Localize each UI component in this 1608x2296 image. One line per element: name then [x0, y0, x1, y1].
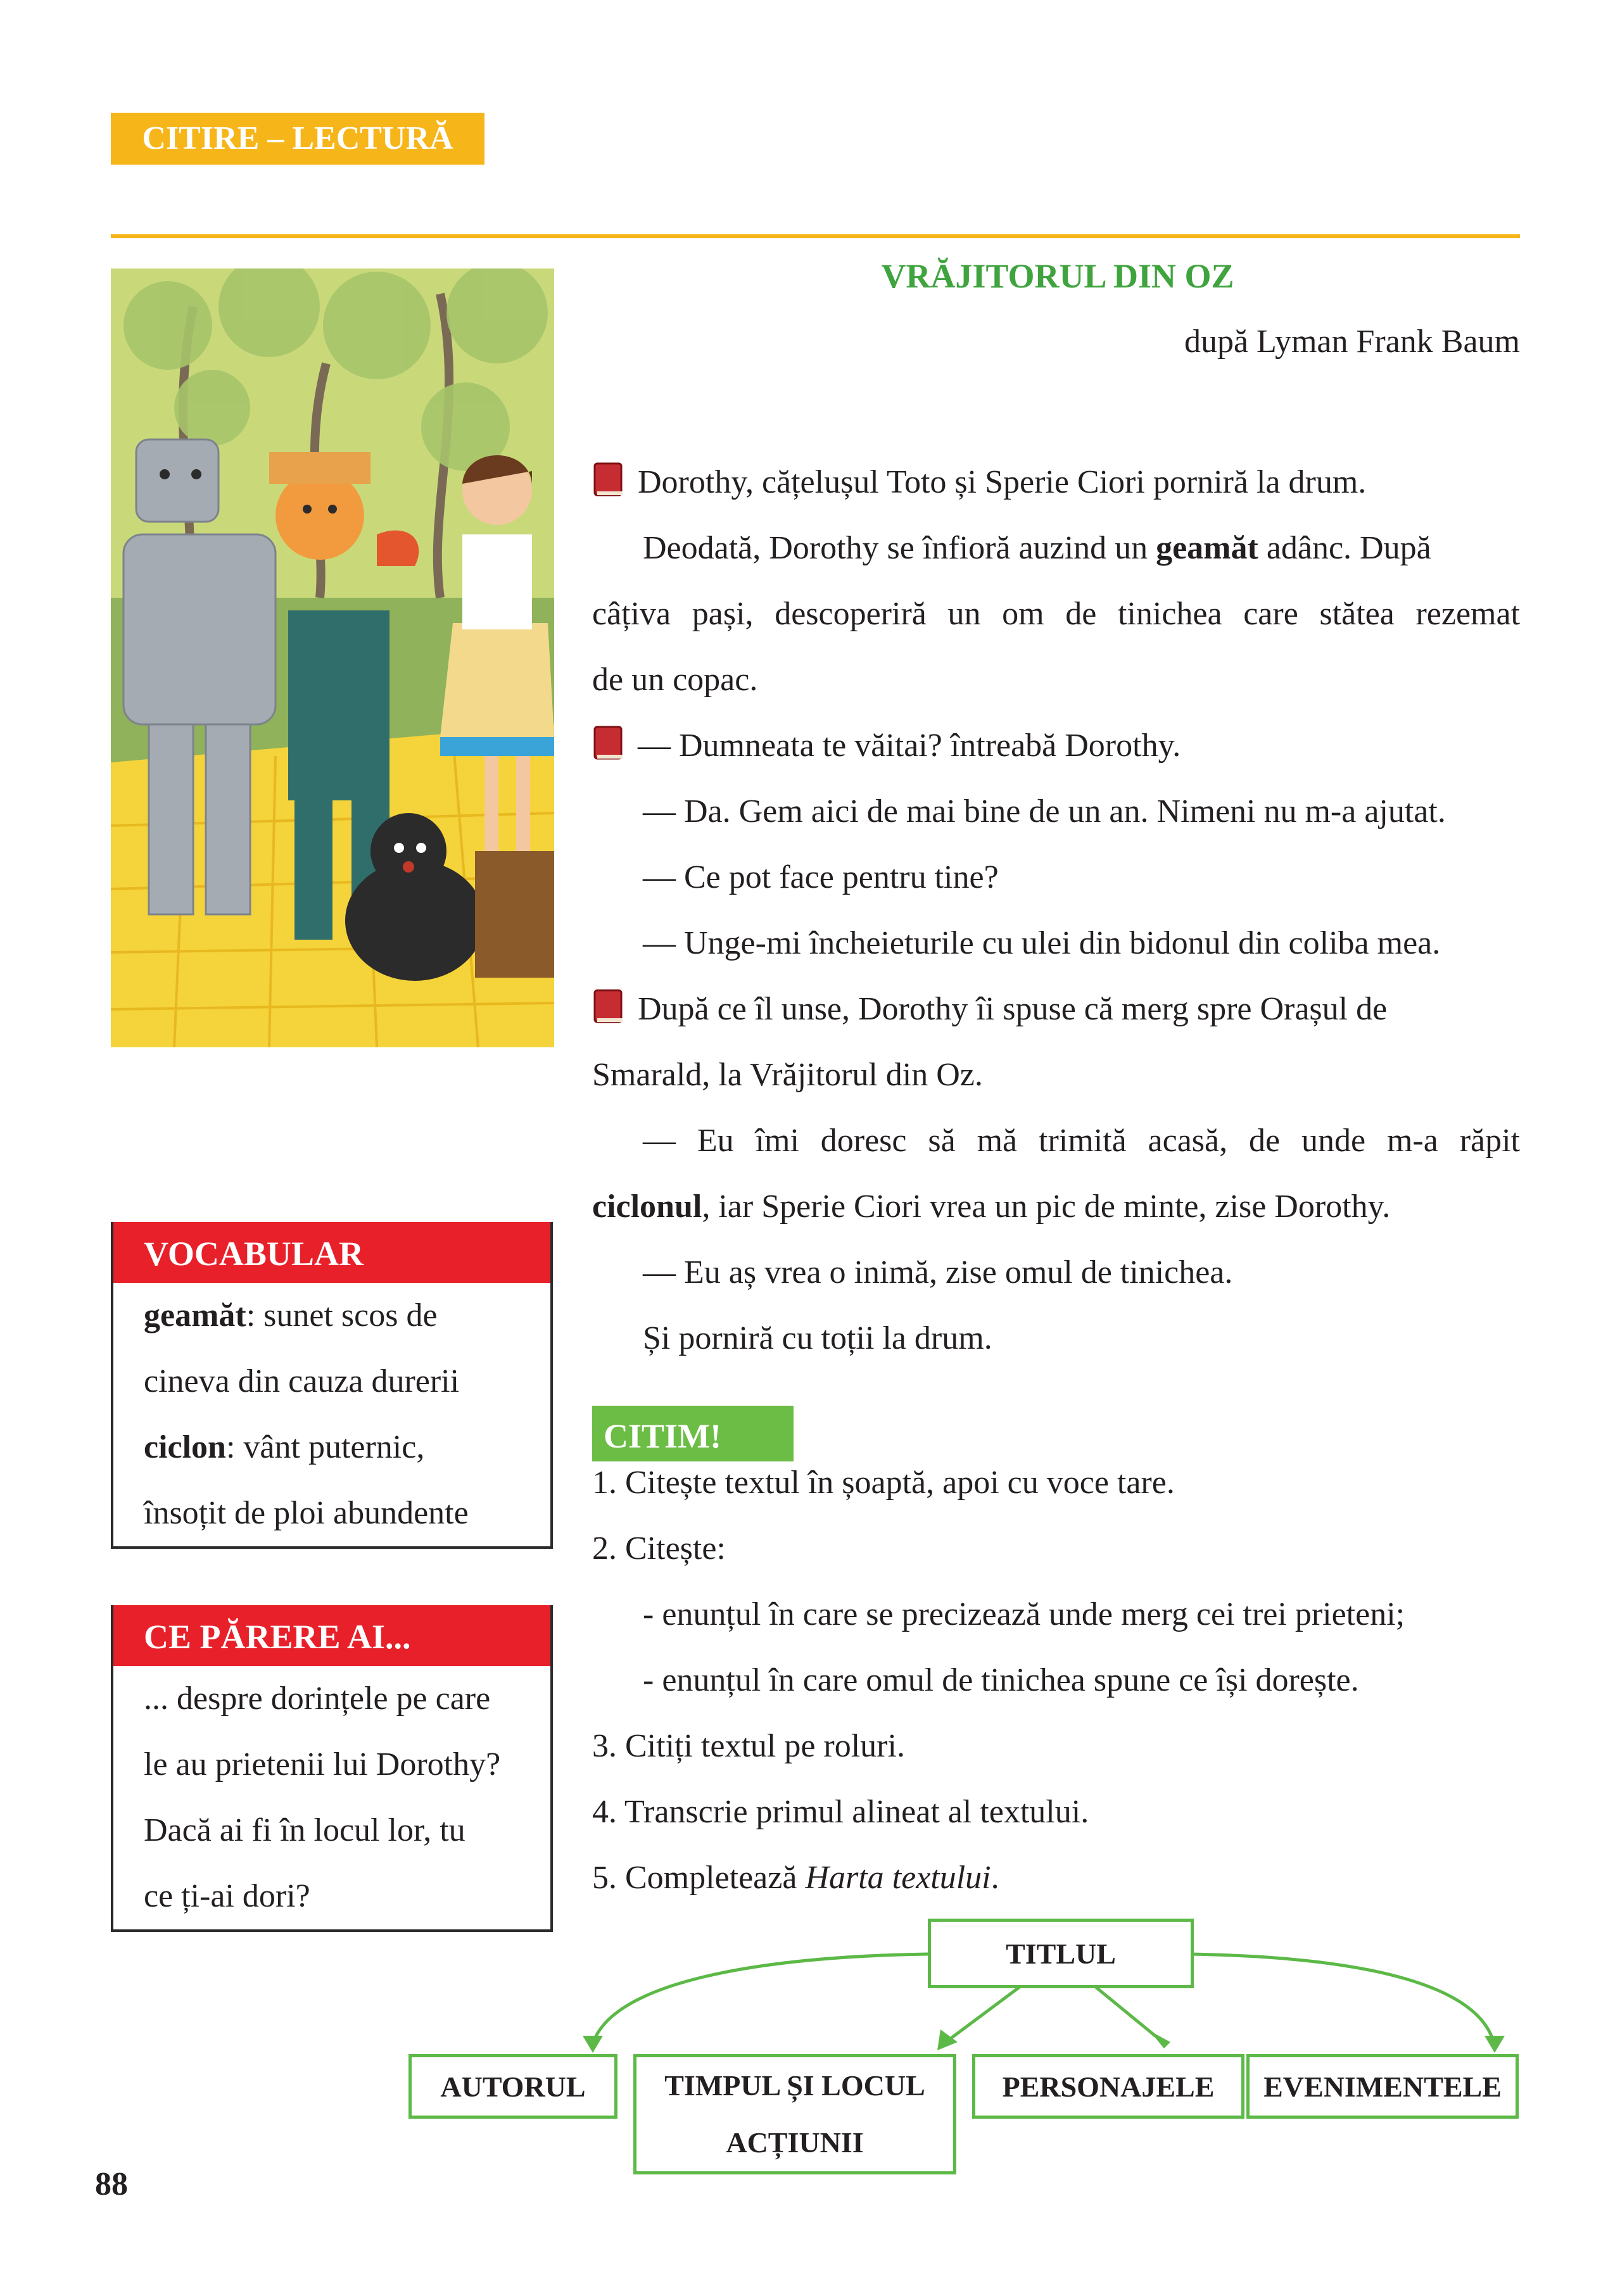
page-number: 88	[95, 2166, 128, 2202]
map-time-place-line2: ACȚIUNII	[726, 2126, 864, 2159]
vocab-term: geamăt	[144, 1297, 246, 1334]
section-tag: CITIRE – LECTURĂ	[111, 113, 484, 165]
opinion-heading: CE PĂRERE AI...	[113, 1605, 550, 1666]
paragraph-3: După ce îl unse, Dorothy îi spuse că merg spre Orașul de	[638, 991, 1388, 1027]
task-3: 3. Citiți textul pe roluri.	[592, 1728, 905, 1764]
arrow-to-author	[592, 1954, 928, 2047]
story-title: VRĂJITORUL DIN OZ	[881, 257, 1234, 295]
map-time-place-box	[633, 2054, 956, 2174]
story-line-4: de un copac.	[592, 662, 758, 698]
vocab-def: : sunet scos de	[246, 1297, 438, 1334]
map-events-box: EVENIMENTELE	[1246, 2054, 1519, 2119]
task-1: 1. Citește textul în șoaptă, apoi cu voce tare.	[592, 1465, 1175, 1501]
opinion-line: ce ți-ai dori?	[144, 1878, 310, 1914]
map-characters-box: PERSONAJELE	[972, 2054, 1244, 2119]
vocab-def-cont: însoțit de ploi abundente	[144, 1495, 469, 1531]
story-line-10: Smarald, la Vrăjitorul din Oz.	[592, 1057, 983, 1093]
story-line-3: câțiva pași, descoperiră un om de tinichea care stătea rezemat	[592, 596, 1520, 632]
story-author: după Lyman Frank Baum	[1184, 324, 1520, 360]
dialogue-2: — Da. Gem aici de mai bine de un an. Nimeni nu m-a ajutat.	[643, 793, 1446, 829]
map-author-box: AUTORUL	[408, 2054, 617, 2119]
task-4: 4. Transcrie primul alineat al textului.	[592, 1794, 1089, 1830]
dialogue-1: — Dumneata te văitai? întreabă Dorothy.	[638, 728, 1181, 764]
paragraph-4: Și porniră cu toții la drum.	[643, 1320, 992, 1356]
arrow-to-characters	[1096, 1987, 1159, 2039]
dialogue-5: — Eu îmi doresc să mă trimită acasă, de unde m-a răpit	[643, 1123, 1520, 1159]
vocab-term: ciclon	[144, 1429, 226, 1465]
task-2b: - enunțul în care omul de tinichea spune ce își dorește.	[643, 1662, 1359, 1698]
dialogue-3: — Ce pot face pentru tine?	[643, 859, 999, 895]
arrow-to-events	[1187, 1954, 1495, 2047]
term-ciclonul: ciclonul	[592, 1189, 702, 1225]
paragraph-2-text: Deodată, Dorothy se înfioră auzind un	[643, 530, 1156, 566]
task-5-text: 5. Completează	[592, 1860, 806, 1896]
task-2a: - enunțul în care se precizează unde merg cei trei prieteni;	[643, 1596, 1405, 1632]
paragraph-1: Dorothy, cățelușul Toto și Sperie Ciori porniră la drum.	[638, 464, 1367, 500]
dialogue-5-cont: , iar Sperie Ciori vrea un pic de minte, zise Dorothy.	[702, 1189, 1391, 1225]
task-5-italic: Harta textului	[805, 1860, 991, 1896]
task-5-end: .	[991, 1860, 999, 1896]
map-time-place-line1: TIMPUL ȘI LOCUL	[664, 2069, 925, 2102]
vocab-def: : vânt puternic,	[225, 1429, 425, 1465]
citim-heading: CITIM!	[592, 1406, 794, 1461]
vocab-def-cont: cineva din cauza durerii	[144, 1363, 460, 1399]
dialogue-4: — Unge-mi încheieturile cu ulei din bidonul din coliba mea.	[643, 925, 1441, 961]
opinion-line: Dacă ai fi în locul lor, tu	[144, 1812, 465, 1848]
arrow-to-time	[950, 1987, 1020, 2039]
dialogue-6: — Eu aș vrea o inimă, zise omul de tinichea.	[643, 1254, 1233, 1290]
task-2: 2. Citește:	[592, 1530, 726, 1567]
paragraph-2-text-b: adânc. După	[1258, 530, 1431, 566]
opinion-line: ... despre dorințele pe care	[144, 1681, 491, 1717]
opinion-line: le au prietenii lui Dorothy?	[144, 1746, 501, 1782]
vocabulary-heading: VOCABULAR	[113, 1222, 550, 1283]
term-geamat: geamăt	[1156, 530, 1258, 566]
map-title-box: TITLUL	[928, 1919, 1194, 1988]
